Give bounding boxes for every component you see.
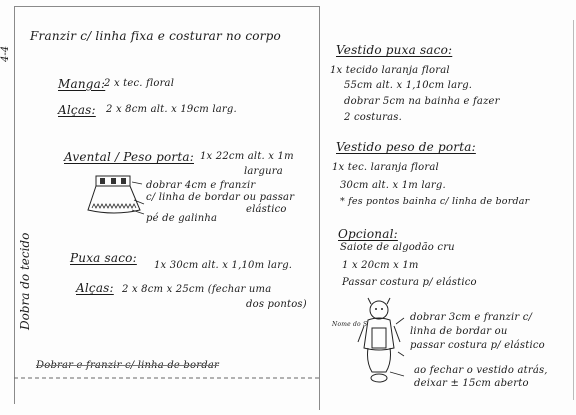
opcional-line-2: 1 x 20cm x 1m <box>342 260 419 271</box>
doll-note-4: ao fechar o vestido atrás, <box>414 365 548 376</box>
avental-text-1: 1x 22cm alt. x 1m <box>200 151 294 162</box>
right-edge-line <box>573 20 574 400</box>
apron-sketch <box>84 170 144 220</box>
vestido-puxa-line-2: 55cm alt. x 1,10cm larg. <box>344 80 473 91</box>
doll-tag: Nome do S <box>332 321 368 328</box>
corner-label: 4-4 <box>0 45 11 62</box>
doll-sketch <box>354 296 404 386</box>
column-divider-line <box>319 6 320 410</box>
doll-note-5: deixar ± 15cm aberto <box>414 378 529 389</box>
avental-text-2: largura <box>244 166 283 177</box>
top-border-line <box>14 6 320 7</box>
opcional-title: Opcional: <box>338 227 398 241</box>
manga-text: 2 x tec. floral <box>104 78 175 89</box>
vestido-peso-line-2: 30cm alt. x 1m larg. <box>340 180 446 191</box>
doll-note-1: dobrar 3cm e franzir c/ <box>410 312 533 323</box>
avental-label: Avental / Peso porta: <box>64 150 194 164</box>
apron-note-4: pé de galinha <box>146 213 218 224</box>
alcas-text: 2 x 8cm alt. x 19cm larg. <box>106 104 237 115</box>
vestido-puxa-title: Vestido puxa saco: <box>336 43 453 57</box>
doll-note-2: linha de bordar ou <box>410 326 508 337</box>
manga-label: Manga: <box>58 77 106 91</box>
vestido-peso-title: Vestido peso de porta: <box>336 140 476 154</box>
opcional-line-3: Passar costura p/ elástico <box>342 277 477 288</box>
apron-note-3: elástico <box>246 204 287 215</box>
dashed-fold-line <box>14 376 320 380</box>
apron-note-2: c/ linha de bordar ou passar <box>146 192 295 203</box>
opcional-line-1: Saiote de algodão cru <box>340 242 455 253</box>
vestido-peso-line-3: * fes pontos bainha c/ linha de bordar <box>340 196 530 207</box>
page-heading: Franzir c/ linha fixa e costurar no corpo <box>30 29 281 43</box>
alcas-2-text-1: 2 x 8cm x 25cm (fechar uma <box>122 284 272 295</box>
puxa-saco-text: 1x 30cm alt. x 1,10m larg. <box>154 260 293 271</box>
puxa-saco-label: Puxa saco: <box>70 251 137 265</box>
alcas-2-text-2: dos pontos) <box>246 299 307 310</box>
bottom-note: Dobrar e franzir c/ linha de bordar <box>36 360 219 371</box>
alcas-label: Alças: <box>58 103 96 117</box>
vestido-puxa-line-1: 1x tecido laranja floral <box>330 65 450 76</box>
left-margin-line <box>14 6 15 404</box>
vestido-puxa-line-4: 2 costuras. <box>344 112 403 123</box>
vestido-puxa-line-3: dobrar 5cm na bainha e fazer <box>344 96 500 107</box>
apron-note-1: dobrar 4cm e franzir <box>146 180 256 191</box>
vestido-peso-line-1: 1x tec. laranja floral <box>332 162 439 173</box>
alcas-2-label: Alças: <box>76 281 114 295</box>
doll-note-3: passar costura p/ elástico <box>410 340 545 351</box>
margin-label: Dobra do tecido <box>18 232 32 330</box>
